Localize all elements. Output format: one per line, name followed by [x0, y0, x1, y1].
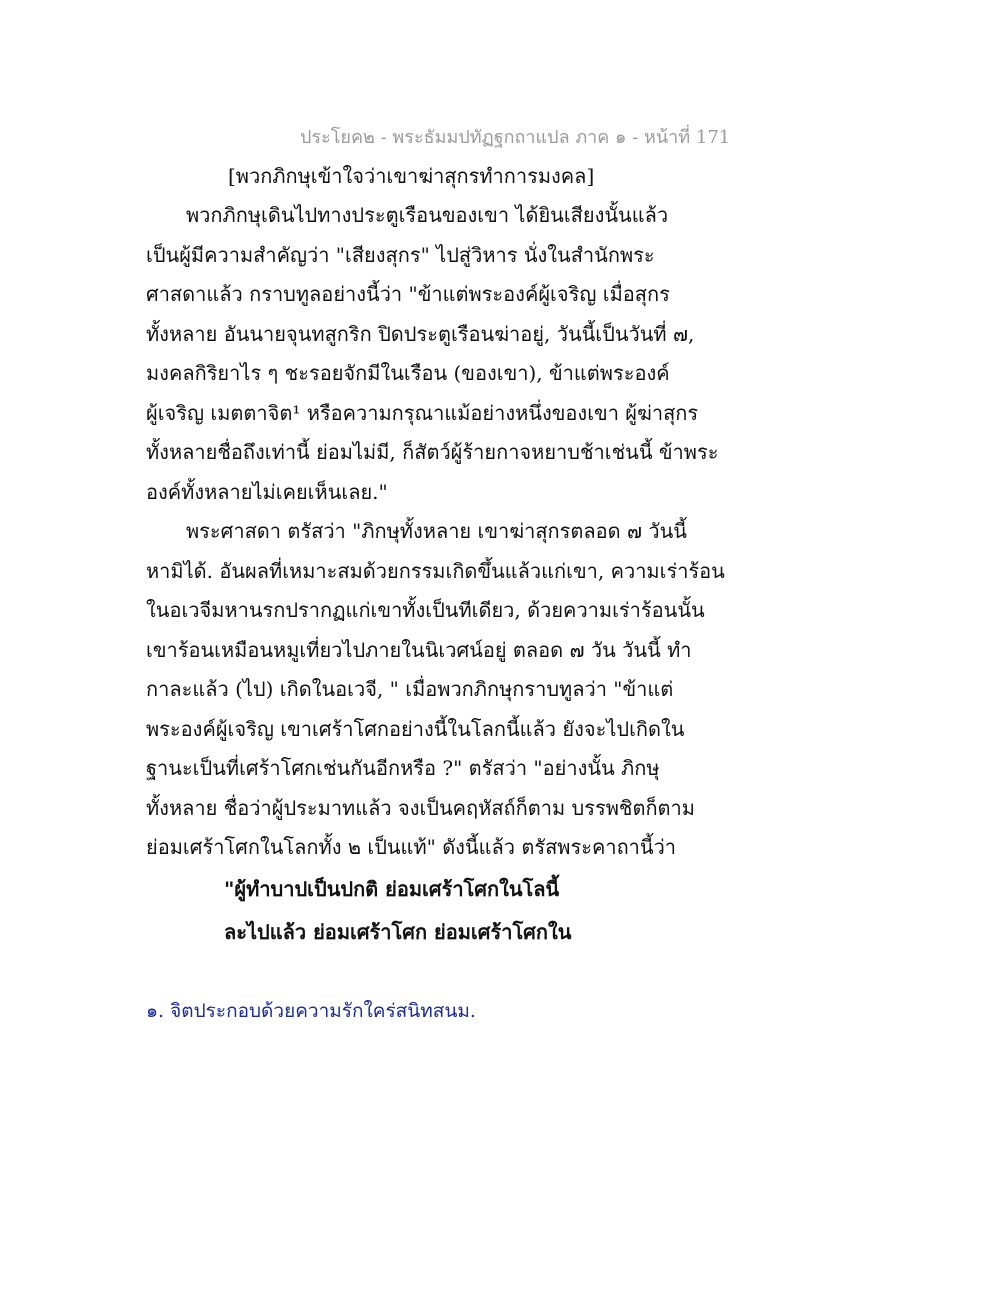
paragraph-line: ฐานะเป็นที่เศร้าโศกเช่นกันอีกหรือ ?" ตรัสว่า "อย่างนั้น ภิกษุ	[146, 756, 660, 780]
paragraph-line: พวกภิกษุเดินไปทางประตูเรือนของเขา ได้ยินเสียงนั้นแล้ว	[186, 203, 669, 227]
footnote: ๑. จิตประกอบด้วยความรักใคร่สนิทสนม.	[146, 1000, 476, 1022]
paragraph-line: หามิได้. อันผลที่เหมาะสมด้วยกรรมเกิดขึ้นแล้วแก่เขา, ความเร่าร้อน	[146, 558, 725, 583]
paragraph-line: ทั้งหลาย ชื่อว่าผู้ประมาทแล้ว จงเป็นคฤหัสถ์ก็ตาม บรรพชิตก็ตาม	[146, 795, 695, 820]
paragraph-line: เป็นผู้มีความสำคัญว่า "เสียงสุกร" ไปสู่วิหาร นั่งในสำนักพระ	[146, 242, 655, 267]
paragraph-line: กาละแล้ว (ไป) เกิดในอเวจี, " เมื่อพวกภิกษุกราบทูลว่า "ข้าแต่	[146, 677, 674, 701]
verse-line: ละไปแล้ว ย่อมเศร้าโศก ย่อมเศร้าโศกใน	[224, 920, 572, 944]
body-text	[146, 196, 725, 868]
paragraph-line: มงคลกิริยาไร ๆ ชะรอยจักมีในเรือน (ของเขา), ข้าแต่พระองค์	[146, 361, 670, 385]
paragraph-line: พระองค์ผู้เจริญ เขาเศร้าโศกอย่างนี้ในโลกนี้แล้ว ยังจะไปเกิดใน	[146, 716, 685, 741]
verse	[224, 868, 571, 954]
paragraph-line: พระศาสดา ตรัสว่า "ภิกษุทั้งหลาย เขาฆ่าสุกรตลอด ๗ วันนี้	[186, 519, 687, 543]
paragraph-line: ศาสดาแล้ว กราบทูลอย่างนี้ว่า "ข้าแต่พระองค์ผู้เจริญ เมื่อสุกร	[146, 282, 670, 306]
page-header: ประโยค๒ - พระธัมมปทัฏฐกถาแปล ภาค ๑ - หน้าที่ 171	[300, 127, 731, 148]
paragraph-line: ทั้งหลายชื่อถึงเท่านี้ ย่อมไม่มี, ก็สัตว์ผู้ร้ายกาจหยาบช้าเช่นนี้ ข้าพระ	[146, 440, 719, 464]
paragraph-line: ในอเวจีมหานรกปรากฏแก่เขาทั้งเป็นทีเดียว, ด้วยความเร่าร้อนนั้น	[146, 598, 705, 622]
paragraph-line: องค์ทั้งหลายไม่เคยเห็นเลย."	[146, 479, 388, 504]
verse-line: "ผู้ทำบาปเป็นปกติ ย่อมเศร้าโศกในโลนี้	[224, 877, 560, 901]
paragraph-line: ทั้งหลาย อันนายจุนทสูกริก ปิดประตูเรือนฆ่าอยู่, วันนี้เป็นวันที่ ๗,	[146, 321, 695, 346]
paragraph-line: ย่อมเศร้าโศกในโลกทั้ง ๒ เป็นแท้" ดังนี้แล้ว ตรัสพระคาถานี้ว่า	[146, 835, 677, 859]
section-heading: [พวกภิกษุเข้าใจว่าเขาฆ่าสุกรทำการมงคล]	[228, 164, 595, 188]
paragraph-line: ผู้เจริญ เมตตาจิต¹ หรือความกรุณาแม้อย่างหนึ่งของเขา ผู้ฆ่าสุกร	[146, 400, 699, 425]
paragraph-line: เขาร้อนเหมือนหมูเที่ยวไปภายในนิเวศน์อยู่ ตลอด ๗ วัน วันนี้ ทำ	[146, 637, 692, 662]
